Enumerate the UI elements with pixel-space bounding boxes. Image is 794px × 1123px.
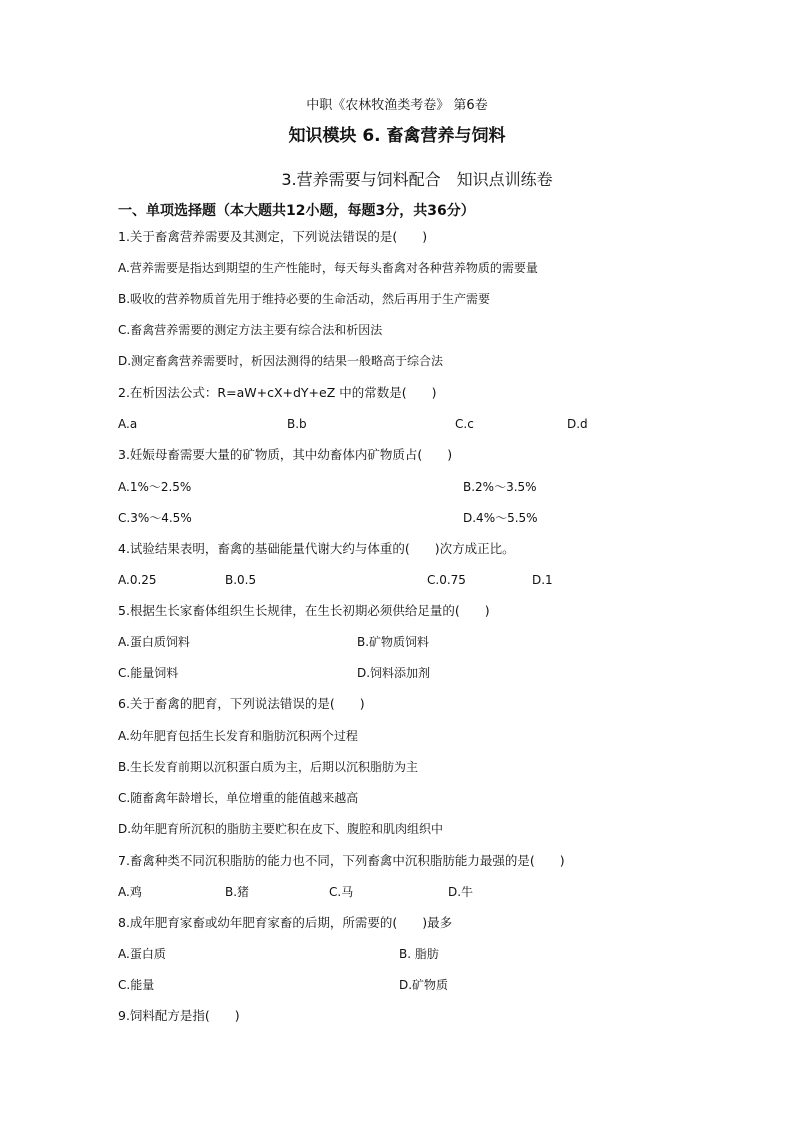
option: C.3%～4.5% <box>118 511 192 525</box>
option: C.畜禽营养需要的测定方法主要有综合法和析因法 <box>118 323 383 337</box>
section-heading: 一、单项选择题（本大题共12小题，每题3分，共36分） <box>118 203 475 219</box>
option: D.幼年肥育所沉积的脂肪主要贮积在皮下、腹腔和肌肉组织中 <box>118 822 444 836</box>
module-title: 知识模块 6. 畜禽营养与饲料 <box>288 126 506 146</box>
option: B.0.5 <box>225 573 257 587</box>
option: C.0.75 <box>427 573 466 587</box>
option: B.b <box>287 417 307 431</box>
question-stem: 2.在析因法公式：R=aW+cX+dY+eZ 中的常数是( ) <box>118 385 437 400</box>
option: B.猪 <box>225 885 250 899</box>
option: C.能量饲料 <box>118 666 179 680</box>
paper-subtitle: 3.营养需要与饲料配合 知识点训练卷 <box>281 170 553 189</box>
question-stem: 4.试验结果表明，畜禽的基础能量代谢大约与体重的( )次方成正比。 <box>118 541 515 556</box>
option: C.马 <box>329 885 354 899</box>
option: B.2%～3.5% <box>463 480 537 494</box>
option: D.矿物质 <box>399 978 449 992</box>
option: D.4%～5.5% <box>463 511 538 525</box>
option: D.测定畜禽营养需要时，析因法测得的结果一般略高于综合法 <box>118 354 444 368</box>
option: A.幼年肥育包括生长发育和脂肪沉积两个过程 <box>118 729 358 743</box>
option: A.营养需要是指达到期望的生产性能时，每天每头畜禽对各种营养物质的需要量 <box>118 261 538 275</box>
option: D.d <box>567 417 588 431</box>
question-stem: 7.畜禽种类不同沉积脂肪的能力也不同，下列畜禽中沉积脂肪能力最强的是( ) <box>118 853 565 868</box>
question-stem: 5.根据生长家畜体组织生长规律，在生长初期必须供给足量的( ) <box>118 603 490 618</box>
option: C.能量 <box>118 978 155 992</box>
option: A.蛋白质饲料 <box>118 635 190 649</box>
option: B.生长发育前期以沉积蛋白质为主，后期以沉积脂肪为主 <box>118 760 419 774</box>
exam-series-title: 中职《农林牧渔类考卷》 第6卷 <box>306 98 488 113</box>
question-stem: 3.妊娠母畜需要大量的矿物质，其中幼畜体内矿物质占( ) <box>118 447 453 462</box>
option: D.饲料添加剂 <box>357 666 431 680</box>
option: A.蛋白质 <box>118 947 166 961</box>
question-stem: 1.关于畜禽营养需要及其测定，下列说法错误的是( ) <box>118 229 428 244</box>
option: A.1%～2.5% <box>118 480 192 494</box>
question-stem: 6.关于畜禽的肥育，下列说法错误的是( ) <box>118 696 365 711</box>
option: A.0.25 <box>118 573 157 587</box>
option: C.c <box>455 417 474 431</box>
option: B. 脂肪 <box>399 947 439 961</box>
option: D.牛 <box>448 885 474 899</box>
option: A.a <box>118 417 138 431</box>
option: A.鸡 <box>118 885 142 899</box>
option: B.矿物质饲料 <box>357 635 430 649</box>
option: B.吸收的营养物质首先用于维持必要的生命活动，然后再用于生产需要 <box>118 292 491 306</box>
option: C.随畜禽年龄增长，单位增重的能值越来越高 <box>118 791 359 805</box>
question-stem: 8.成年肥育家畜或幼年肥育家畜的后期，所需要的( )最多 <box>118 915 453 930</box>
question-stem: 9.饲料配方是指( ) <box>118 1008 240 1023</box>
option: D.1 <box>532 573 553 587</box>
